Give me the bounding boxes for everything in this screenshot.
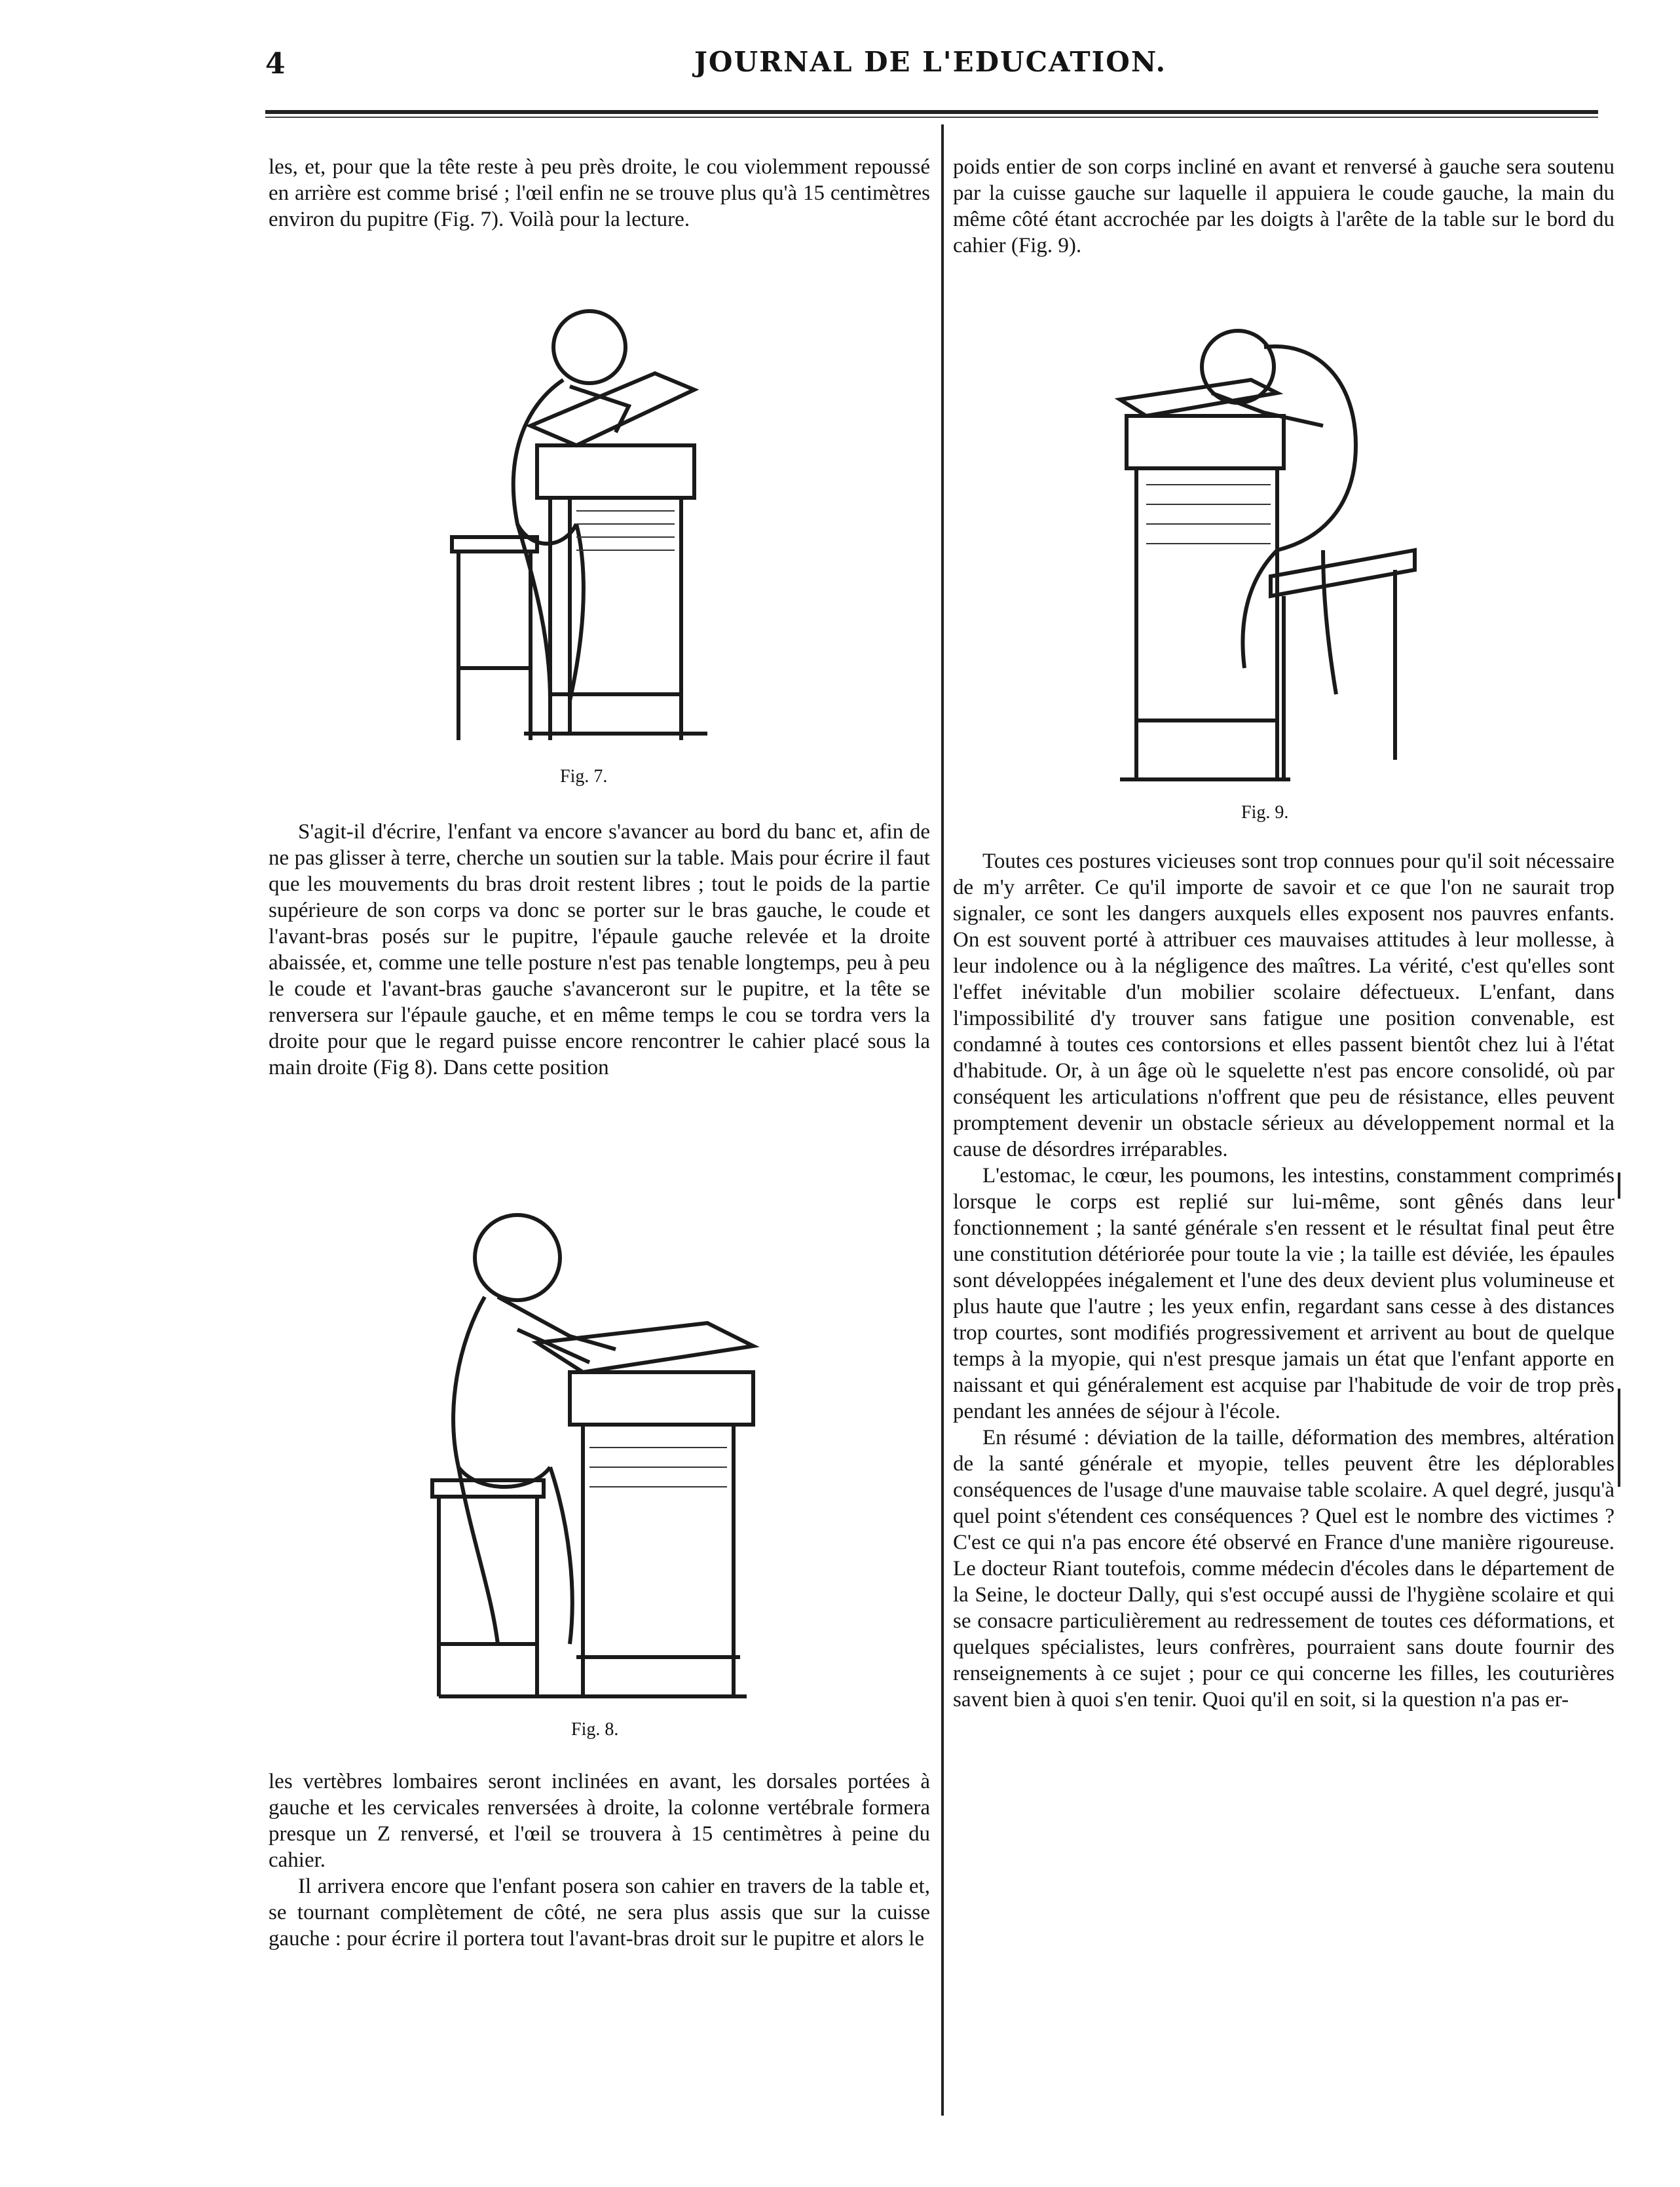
figure-9-engraving	[1107, 301, 1434, 793]
left-paragraph-2-block	[269, 819, 930, 1081]
right-paragraph-3: L'estomac, le cœur, les poumons, les intestins, constamment comprimés lorsque le corps est replié sur lui-même, sont gênés dans leur fonctionnement ; la santé générale s'en ressent et le résultat final peut être une constitution détériorée pour toute la vie ; la taille est déviée, les épaules sont développées inégalement et l'une des deux devient plus volumineuse et plus haute que l'autre ; les yeux enfin, regardant sans cesse à des distances trop courtes, sont modifiés progressivement et arrivent au bout de quelque temps à la myopie, qui n'est presque jamais un état que l'enfant apporte en naissant et qui généralement est acquise par l'habitude de voir de trop près pendant les années de séjour à l'école.	[953, 1164, 1615, 1423]
running-title: JOURNAL DE L'EDUCATION.	[694, 46, 1167, 78]
figure-9-caption: Fig. 9.	[1241, 802, 1289, 823]
margin-print-mark	[1618, 1172, 1620, 1199]
right-paragraph-1-block	[953, 154, 1615, 259]
figure-8-illustration	[419, 1186, 786, 1710]
header-rule-thin	[265, 117, 1598, 118]
left-paragraph-2: S'agit-il d'écrire, l'enfant va encore s'avancer au bord du banc et, afin de ne pas glisser à terre, cherche un soutien sur la table. Mais pour écrire il faut que les mouvements du bras droit restent libres ; tout le poids de la partie supérieure de son corps va donc se porter sur le bras gauche, le coude et l'avant-bras posés sur le pupitre, l'épaule gauche relevée et la droite abaissée, et, comme une telle posture n'est pas tenable longtemps, peu à peu le coude et l'avant-bras gauche s'avanceront sur le pupitre, et la tête se renversera sur l'épaule gauche, et en même temps le cou se tordra vers la droite pour que le regard puisse encore rencontrer le cahier placé sous la main droite (Fig 8). Dans cette position	[269, 820, 930, 1079]
figure-7-illustration	[419, 275, 786, 753]
margin-print-mark-2	[1618, 1389, 1620, 1487]
header-rule	[265, 110, 1598, 114]
figure-8-caption: Fig. 8.	[571, 1719, 619, 1740]
left-paragraph-3-block	[269, 1768, 930, 1952]
left-paragraph-1-block	[269, 154, 930, 233]
right-paragraph-2: Toutes ces postures vicieuses sont trop connues pour qu'il soit nécessaire de m'y arrêter. Ce qu'il importe de savoir et ce que l'on ne saurait trop signaler, ce sont les dangers auxquels elles exposent nos pauvres enfants. On est souvent porté à attribuer ces mauvaises attitudes à leur mollesse, à leur indolence ou à la négligence des maîtres. La vérité, c'est qu'elles sont l'effet inévitable d'un mobilier scolaire défectueux. L'enfant, dans l'impossibilité d'y trouver sans fatigue une position convenable, est condamné à toutes ces contorsions et elles passent bientôt chez lui à l'état d'habitude. Or, à un âge où le squelette n'est pas encore consolidé, où par conséquent les articulations n'offrent que peu de résistance, elles peuvent promptement devenir un obstacle sérieux au développement normal et la cause de désordres irréparables.	[953, 850, 1615, 1161]
right-paragraph-1: poids entier de son corps incliné en avant et renversé à gauche sera soutenu par la cuisse gauche sur laquelle il appuiera le coude gauche, la main du même côté étant accrochée par les doigts à l'arête de la table sur le bord du cahier (Fig. 9).	[953, 155, 1615, 257]
left-paragraph-1: les, et, pour que la tête reste à peu près droite, le cou violemment repoussé en arrière est comme brisé ; l'œil enfin ne se trouve plus qu'à 15 centimètres environ du pupitre (Fig. 7). Voilà pour la lecture.	[269, 155, 930, 231]
left-paragraph-4: Il arrivera encore que l'enfant posera son cahier en travers de la table et, se tournant complètement de côté, ne sera plus assis que sur la cuisse gauche : pour écrire il portera tout l'avant-bras droit sur le pupitre et alors le	[269, 1875, 930, 1951]
column-divider	[941, 124, 944, 2116]
figure-7-engraving	[419, 275, 786, 753]
page-number: 4	[265, 47, 286, 81]
figure-9-illustration	[1107, 301, 1434, 793]
right-paragraph-2-block	[953, 848, 1615, 1713]
right-paragraph-4: En résumé : déviation de la taille, déformation des membres, altération de la santé générale et myopie, telles peuvent être les déplorables conséquences de l'usage d'une mauvaise table scolaire. A quel degré, jusqu'à quel point s'étendent ces conséquences ? Quel est le nombre des victimes ? C'est ce qui n'a pas encore été observé en France d'une manière rigoureuse. Le docteur Riant toutefois, comme médecin d'écoles dans le département de la Seine, le docteur Dally, qui s'est occupé aussi de l'hygiène scolaire et qui se consacre particulièrement au redressement de toutes ces déformations, et quelques spécialistes, leurs confrères, pourraient sans doute fournir des renseignements à ce sujet ; pour ce qui concerne les filles, les couturières savent bien à quoi s'en tenir. Quoi qu'il en soit, si la question n'a pas er-	[953, 1426, 1615, 1711]
left-paragraph-3: les vertèbres lombaires seront inclinées en avant, les dorsales portées à gauche et les cervicales renversées à droite, la colonne vertébrale formera presque un Z renversé, et l'œil se trouvera à 15 centimètres à peine du cahier.	[269, 1770, 930, 1872]
figure-8-engraving	[419, 1186, 786, 1710]
figure-7-caption: Fig. 7.	[560, 766, 608, 787]
